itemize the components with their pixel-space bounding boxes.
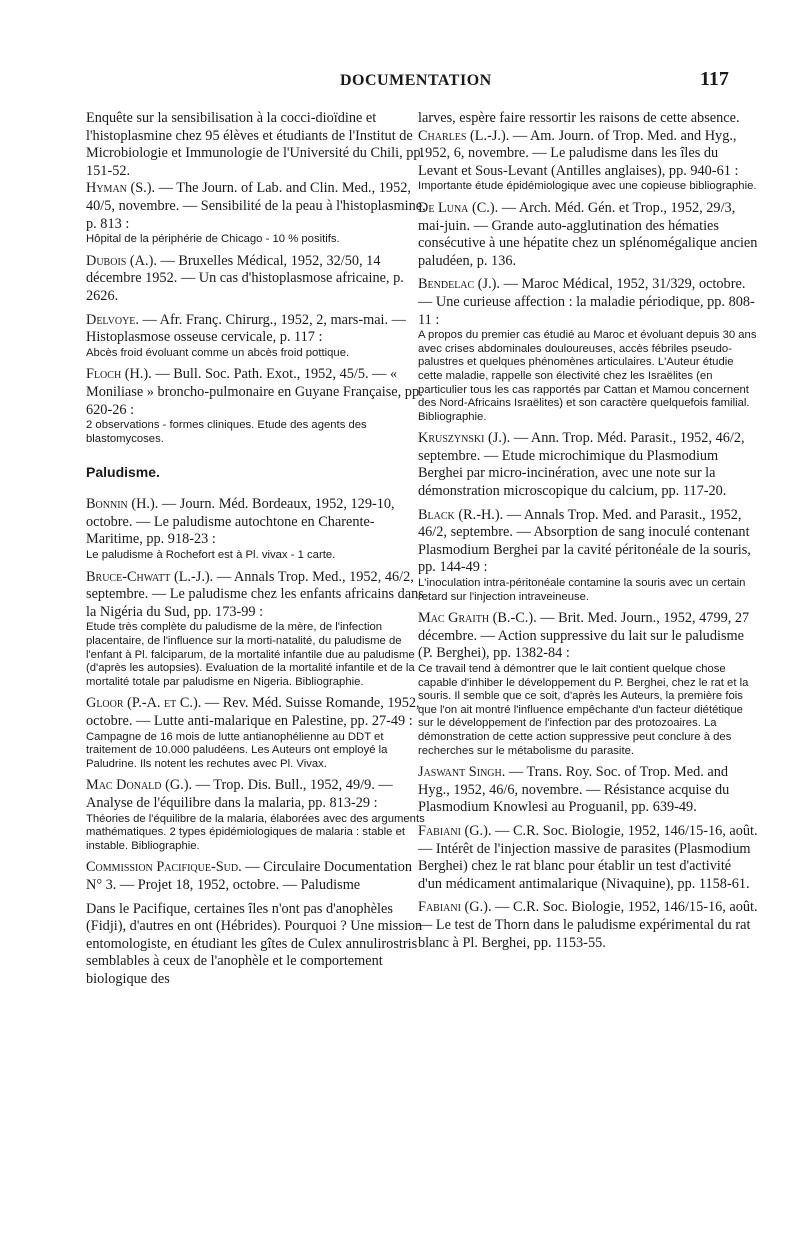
abstract: Campagne de 16 mois de lutte antianophélienne au DDT et traitement de 10.000 paludéens. Les Auteurs ont employé la Paludrine. Ils notent les rechutes avec Pl. Vivax. bbox=[86, 730, 388, 770]
citation bbox=[86, 366, 426, 419]
bibliography-entry bbox=[418, 276, 758, 424]
citation bbox=[86, 496, 426, 549]
citation-text: — Trop. Dis. Bull., 1952, 49/9. — Analyse de l'équilibre dans la malaria, pp. 813-29 : bbox=[86, 777, 393, 811]
citation bbox=[418, 823, 758, 893]
section-title: Paludisme. bbox=[86, 464, 160, 481]
citation-text: — Circulaire Documentation N° 3. — Projet 18, 1952, octobre. — Paludisme bbox=[86, 859, 413, 893]
entries-group-b bbox=[86, 496, 426, 894]
citation-text: — Brit. Med. Journ., 1952, 4799, 27 décembre. — Action suppressive du lait sur le paludisme (P. Berghei), pp. 1382-84 : bbox=[418, 610, 750, 662]
citation bbox=[86, 859, 426, 894]
abstract: Ce travail tend à démontrer que le lait contient quelque chose capable d'inhiber le développement du P. Berghei, chez le rat et la souris. Il semble que ce soit, d'après les Auteurs, la première fois que l'on ait montré l'influence empêchante d'un facteur diététique sur le développement de l'infection par des protozoaires. La démonstration de cette action suppressive peut conclure à des recherches sur le métabolisme du parasite. bbox=[418, 663, 749, 757]
bibliography-entry bbox=[86, 569, 426, 690]
abstract: Le paludisme à Rochefort est à Pl. vivax - 1 carte. bbox=[86, 549, 336, 562]
citation bbox=[86, 180, 426, 233]
citation bbox=[418, 200, 758, 270]
citation bbox=[418, 430, 758, 500]
right-column bbox=[418, 110, 758, 958]
author-name: Commission Pacifique-Sud. bbox=[86, 859, 242, 876]
abstract: A propos du premier cas étudié au Maroc et évoluant depuis 30 ans avec crises abdominales douloureuses, accès fébriles pseudo-palustres et quelques phénomènes articulaires. L'Auteur étudie cette maladie, rappelle son électivité chez les Israëlites (en particulier tous les cas rapportés par Cattan et Mamou concernent des Nord-Africains Israëlites) et son caractère quelquefois familial. Bibliographie. bbox=[418, 329, 757, 423]
bibliography-entry bbox=[418, 899, 758, 952]
abstract: L'inoculation intra-péritonéale contamine la souris avec un certain retard sur l'injection intraveineuse. bbox=[418, 577, 746, 603]
bibliography-entry bbox=[86, 180, 426, 246]
citation bbox=[418, 899, 758, 952]
entries-group-a bbox=[86, 180, 426, 446]
entries-group-right bbox=[418, 128, 758, 953]
author-name: Charles (L.-J.). bbox=[418, 127, 510, 144]
bibliography-entry bbox=[418, 764, 758, 817]
citation-text: — Annals Trop. Med. and Parasit., 1952, 46/2, septembre. — Absorption de sang inoculé contenant Plasmodium Berghei par la cavité péritonéale de la souris, pp. 144-49 : bbox=[418, 506, 751, 576]
citation-text: — Bruxelles Médical, 1952, 32/50, 14 décembre 1952. — Un cas d'histoplasmose africaine, p. 2626. bbox=[86, 252, 404, 304]
author-name: Hyman (S.). bbox=[86, 180, 156, 197]
citation-text: — Arch. Méd. Gén. et Trop., 1952, 29/3, mai-juin. — Grande auto-agglutination des hématies consécutive à une hépatite chez un splénomégalique ancien paludéen, p. 136. bbox=[418, 199, 758, 269]
bibliography-entry bbox=[86, 312, 426, 361]
citation bbox=[86, 569, 426, 622]
bibliography-entry bbox=[86, 777, 426, 853]
citation-text: — C.R. Soc. Biologie, 1952, 146/15-16, août. — Le test de Thorn dans le paludisme expérimental du rat blanc à Pl. Berghei, pp. 1153-55. bbox=[418, 899, 758, 951]
author-name: Mac Graith (B.-C.). bbox=[418, 610, 537, 627]
author-name: Floch (H.). bbox=[86, 366, 152, 383]
citation bbox=[418, 764, 758, 817]
bibliography-entry bbox=[418, 128, 758, 194]
author-name: Fabiani (G.). bbox=[418, 899, 492, 916]
citation bbox=[418, 507, 758, 577]
citation bbox=[418, 276, 758, 329]
abstract: Abcès froid évoluant comme un abcès froid pottique. bbox=[86, 346, 350, 359]
intro-paragraph: Enquête sur la sensibilisation à la cocci-dioïdine et l'histoplasmine chez 95 élèves et étudiants de l'Institut de Microbiologie et Immunologie de l'Université du Chili, pp. 151-52. bbox=[86, 110, 425, 179]
citation-text: — Am. Journ. of Trop. Med. and Hyg., 1952, 6, novembre. — Le paludisme dans les îles du Levant et Sous-Levant (Antilles anglaises), pp. 940-61 : bbox=[418, 127, 739, 179]
citation-text: — The Journ. of Lab. and Clin. Med., 1952, 40/5, novembre. — Sensibilité de la peau à l'histoplasmine, p. 813 : bbox=[86, 180, 426, 232]
citation-text: — Maroc Médical, 1952, 31/329, octobre. — Une curieuse affection : la maladie périodique, pp. 808-11 : bbox=[418, 276, 755, 328]
citation bbox=[86, 312, 426, 347]
citation bbox=[86, 777, 426, 812]
citation-text: — Annals Trop. Med., 1952, 46/2, septembre. — Le paludisme chez les enfants africains dans la Nigéria du Sud, pp. 173-99 : bbox=[86, 568, 424, 620]
author-name: Delvoye. bbox=[86, 311, 139, 328]
citation-text: — Afr. Franç. Chirurg., 1952, 2, mars-mai. — Histoplasmose osseuse cervicale, p. 117 : bbox=[86, 311, 406, 346]
bibliography-entry bbox=[418, 823, 758, 893]
bibliography-entry bbox=[418, 200, 758, 270]
author-name: Gloor (P.-A. et C.). bbox=[86, 695, 202, 712]
citation bbox=[86, 695, 426, 730]
bibliography-entry bbox=[86, 859, 426, 894]
page-number: 117 bbox=[700, 68, 729, 90]
bibliography-entry bbox=[418, 507, 758, 605]
author-name: Fabiani (G.). bbox=[418, 822, 492, 839]
citation-text: — Bull. Soc. Path. Exot., 1952, 45/5. — « Moniliase » broncho-pulmonaire en Guyane Française, pp. 620-26 : bbox=[86, 366, 423, 418]
author-name: Black (R.-H.). bbox=[418, 506, 504, 523]
abstract: Importante étude épidémiologique avec une copieuse bibliographie. bbox=[418, 180, 757, 193]
bibliography-entry bbox=[86, 253, 426, 306]
citation-text: — Journ. Méd. Bordeaux, 1952, 129-10, octobre. — Le paludisme autochtone en Charente-Maritime, pp. 918-23 : bbox=[86, 496, 395, 548]
author-name: Bonnin (H.). bbox=[86, 496, 159, 513]
left-column bbox=[86, 110, 426, 989]
abstract: Etude très complète du paludisme de la mère, de l'infection placentaire, de l'influence sur la morti-natalité, du paludisme de l'enfant à Pl. falciparum, de la mortalité infantile due au paludisme (d'après les autopsies). Evaluation de la mortalité infantile et de la mortalité totale par paludisme en Nigeria. Bibliographie. bbox=[86, 621, 415, 688]
bibliography-entry bbox=[86, 695, 426, 771]
citation-text: — Trans. Roy. Soc. of Trop. Med. and Hyg., 1952, 46/6, novembre. — Résistance acquise du Plasmodium Knowlesi au Proguanil, pp. 639-49. bbox=[418, 764, 730, 816]
author-name: Dubois (A.). bbox=[86, 252, 157, 269]
author-name: Bruce-Chwatt (L.-J.). bbox=[86, 568, 214, 585]
citation-text: — C.R. Soc. Biologie, 1952, 146/15-16, août. — Intérêt de l'injection massive de parasites (Plasmodium Berghei) chez le rat blanc pour établir un test d'activité d'un médicament antimalarique (Nivaquine), pp. 1158-61. bbox=[418, 822, 758, 892]
running-header: DOCUMENTATION bbox=[340, 72, 492, 89]
tail-paragraph: Dans le Pacifique, certaines îles n'ont pas d'anophèles (Fidji), d'autres en ont (Hébrides). Pourquoi ? Une mission entomologiste, en étudiant les gîtes de Culex annulirostris semblables à ceux de l'anophèle et le comportement biologique des bbox=[86, 900, 423, 987]
bibliography-entry bbox=[86, 366, 426, 446]
bibliography-entry bbox=[418, 430, 758, 500]
author-name: Mac Donald (G.). bbox=[86, 777, 193, 794]
citation-text: — Rev. Méd. Suisse Romande, 1952, octobre. — Lutte anti-malarique en Palestine, pp. 27-49 : bbox=[86, 695, 420, 729]
citation bbox=[418, 128, 758, 181]
citation bbox=[86, 253, 426, 306]
author-name: Jaswant Singh. bbox=[418, 764, 506, 781]
abstract: Théories de l'équilibre de la malaria, élaborées avec des arguments mathématiques. 2 types épidémiologiques de malaria : stable et instable. Bibliographie. bbox=[86, 812, 425, 852]
author-name: De Luna (C.). bbox=[418, 199, 499, 216]
author-name: Kruszynski (J.). bbox=[418, 430, 511, 447]
continued-paragraph: larves, espère faire ressortir les raisons de cette absence. bbox=[418, 110, 740, 126]
bibliography-entry bbox=[418, 610, 758, 758]
citation-text: — Ann. Trop. Méd. Parasit., 1952, 46/2, septembre. — Etude microchimique du Plasmodium Berghei par micro-incinération, avec une note sur la démonstration microscopique du calcium, pp. 117-20. bbox=[418, 430, 745, 500]
bibliography-entry bbox=[86, 496, 426, 562]
abstract: Hôpital de la périphérie de Chicago - 10 % positifs. bbox=[86, 233, 340, 246]
citation bbox=[418, 610, 758, 663]
abstract: 2 observations - formes cliniques. Etude des agents des blastomycoses. bbox=[86, 419, 367, 445]
author-name: Bendelac (J.). bbox=[418, 276, 501, 293]
